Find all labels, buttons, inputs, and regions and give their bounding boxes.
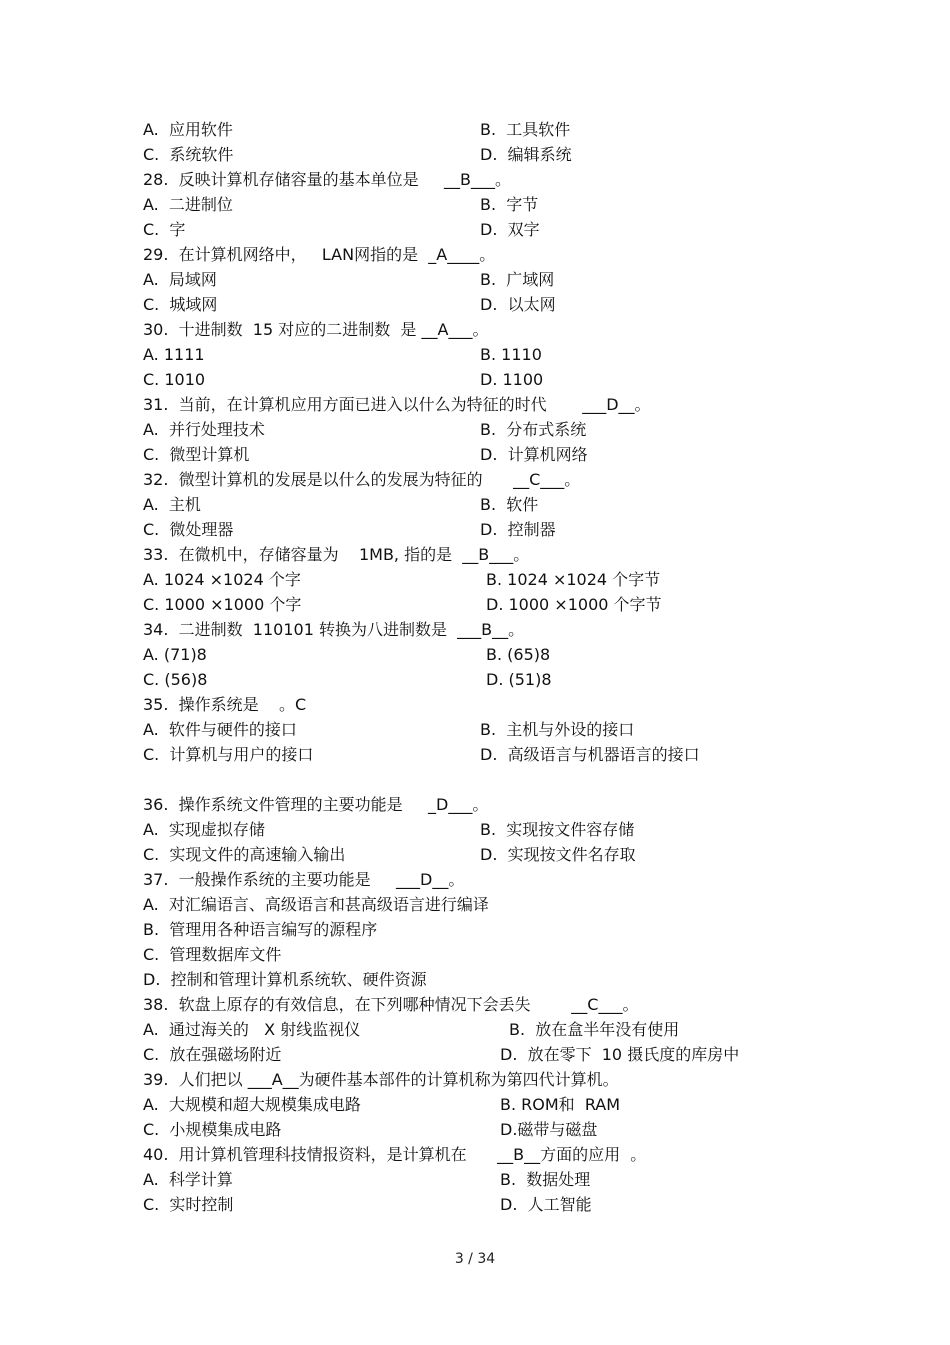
option-right-l23: D. (51)8: [486, 670, 552, 689]
option-right-l01: B. 工具软件: [480, 120, 571, 139]
option-left-l23: C. (56)8: [143, 670, 208, 689]
option-left-l40: C. 小规模集成电路: [143, 1120, 282, 1139]
option-left-l16: A. 主机: [143, 495, 201, 514]
option-left-l26: C. 计算机与用户的接口: [143, 745, 314, 764]
text-line-l12: 31. 当前，在计算机应用方面已进入以什么为特征的时代 ___D__。: [143, 395, 651, 414]
text-line-l34: D. 控制和管理计算机系统软、硬件资源: [143, 970, 427, 989]
option-right-l07: B. 广域网: [480, 270, 555, 289]
option-left-l02: C. 系统软件: [143, 145, 234, 164]
option-left-l08: C. 城域网: [143, 295, 218, 314]
text-line-l41: 40. 用计算机管理科技情报资料，是计算机在 __B__方面的应用 。: [143, 1145, 647, 1164]
option-left-l37: C. 放在强磁场附近: [143, 1045, 282, 1064]
option-right-l26: D. 高级语言与机器语言的接口: [480, 745, 700, 764]
text-line-l21: 34. 二进制数 110101 转换为八进制数是 ___B__。: [143, 620, 525, 639]
option-right-l36: B. 放在盒半年没有使用: [509, 1020, 680, 1039]
option-left-l36: A. 通过海关的 X 射线监视仪: [143, 1020, 361, 1039]
option-left-l20: C. 1000 ×1000 个字: [143, 595, 302, 614]
option-left-l11: C. 1010: [143, 370, 206, 389]
text-line-l31: A. 对汇编语言、高级语言和甚高级语言进行编译: [143, 895, 489, 914]
text-line-l24: 35. 操作系统是 。C: [143, 695, 307, 714]
text-line-l30: 37. 一般操作系统的主要功能是 ___D__。: [143, 870, 465, 889]
option-right-l22: B. (65)8: [486, 645, 551, 664]
option-right-l29: D. 实现按文件名存取: [480, 845, 636, 864]
text-line-l32: B. 管理用各种语言编写的源程序: [143, 920, 378, 939]
option-left-l05: C. 字: [143, 220, 186, 239]
page-number: 3 / 34: [454, 1251, 496, 1267]
option-right-l02: D. 编辑系统: [480, 145, 572, 164]
option-left-l28: A. 实现虚拟存储: [143, 820, 265, 839]
text-line-l03: 28. 反映计算机存储容量的基本单位是 __B___。: [143, 170, 512, 189]
option-right-l25: B. 主机与外设的接口: [480, 720, 635, 739]
option-right-l05: D. 双字: [480, 220, 540, 239]
option-right-l11: D. 1100: [480, 370, 544, 389]
option-right-l42: B. 数据处理: [500, 1170, 591, 1189]
option-right-l13: B. 分布式系统: [480, 420, 587, 439]
text-line-l18: 33. 在微机中，存储容量为 1MB, 指的是 __B___。: [143, 545, 530, 564]
option-right-l04: B. 字节: [480, 195, 539, 214]
option-left-l04: A. 二进制位: [143, 195, 233, 214]
option-left-l43: C. 实时控制: [143, 1195, 234, 1214]
option-left-l17: C. 微处理器: [143, 520, 234, 539]
option-right-l17: D. 控制器: [480, 520, 556, 539]
option-left-l10: A. 1111: [143, 345, 205, 364]
text-line-l38: 39. 人们把以 ___A__为硬件基本部件的计算机称为第四代计算机。: [143, 1070, 619, 1089]
option-right-l19: B. 1024 ×1024 个字节: [486, 570, 661, 589]
option-right-l28: B. 实现按文件容存储: [480, 820, 635, 839]
option-left-l01: A. 应用软件: [143, 120, 233, 139]
option-left-l39: A. 大规模和超大规模集成电路: [143, 1095, 361, 1114]
option-right-l43: D. 人工智能: [500, 1195, 592, 1214]
option-left-l14: C. 微型计算机: [143, 445, 250, 464]
option-right-l10: B. 1110: [480, 345, 542, 364]
text-line-l33: C. 管理数据库文件: [143, 945, 282, 964]
text-line-l09: 30. 十进制数 15 对应的二进制数 是 __A___。: [143, 320, 489, 339]
option-right-l16: B. 软件: [480, 495, 539, 514]
option-left-l19: A. 1024 ×1024 个字: [143, 570, 301, 589]
option-right-l37: D. 放在零下 10 摄氏度的库房中: [500, 1045, 740, 1064]
option-right-l39: B. ROM和 RAM: [500, 1095, 621, 1114]
option-right-l40: D.磁带与磁盘: [500, 1120, 598, 1139]
option-right-l20: D. 1000 ×1000 个字节: [486, 595, 662, 614]
option-left-l42: A. 科学计算: [143, 1170, 233, 1189]
text-line-l06: 29. 在计算机网络中， LAN网指的是 _A____。: [143, 245, 496, 264]
option-left-l25: A. 软件与硬件的接口: [143, 720, 297, 739]
option-right-l14: D. 计算机网络: [480, 445, 588, 464]
option-left-l29: C. 实现文件的高速输入输出: [143, 845, 346, 864]
text-line-l15: 32. 微型计算机的发展是以什么的发展为特征的 __C___。: [143, 470, 581, 489]
option-right-l08: D. 以太网: [480, 295, 556, 314]
text-line-l35: 38. 软盘上原存的有效信息，在下列哪种情况下会丢失 __C___。: [143, 995, 639, 1014]
text-line-l27: 36. 操作系统文件管理的主要功能是 _D___。: [143, 795, 489, 814]
option-left-l07: A. 局域网: [143, 270, 217, 289]
option-left-l13: A. 并行处理技术: [143, 420, 265, 439]
option-left-l22: A. (71)8: [143, 645, 207, 664]
